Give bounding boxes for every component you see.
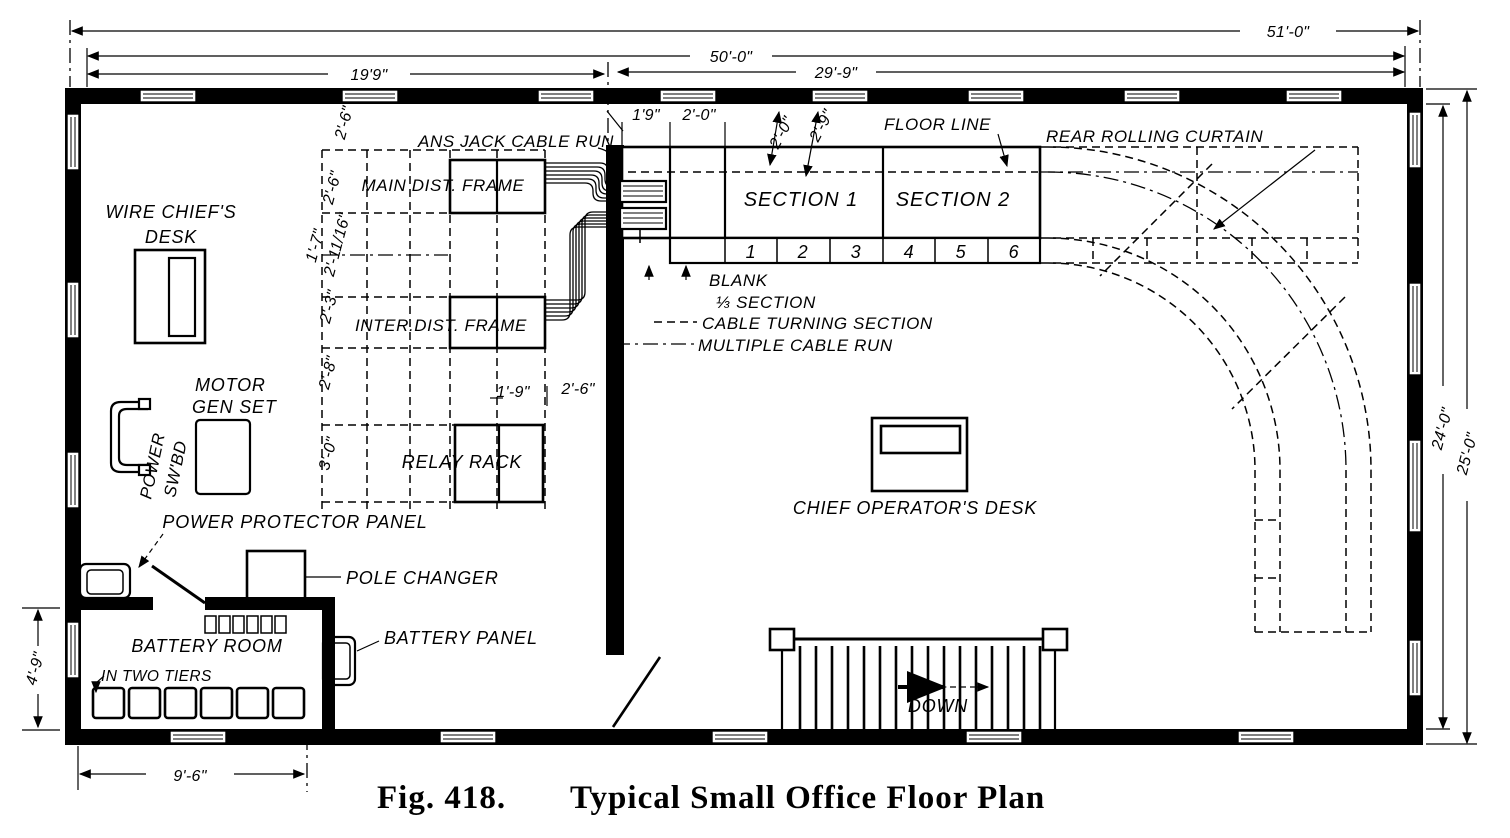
label-rear-rolling-curtain: REAR ROLLING CURTAIN: [1046, 127, 1264, 146]
label-motor-gen-set-1: MOTOR: [195, 375, 266, 395]
label-power-swbd-2: SW'BD: [160, 438, 191, 499]
dim-inner-width: 50'-0": [709, 49, 753, 66]
label-in-two-tiers: IN TWO TIERS: [101, 668, 212, 685]
dim-relay-2: 2'-6": [561, 381, 595, 398]
label-power-protector-panel: POWER PROTECTOR PANEL: [162, 512, 428, 532]
label-motor-gen-set-2: GEN SET: [192, 397, 277, 417]
dim-swbd-end: 1'9": [632, 107, 660, 124]
dim-chain-5: 2'-8": [316, 354, 342, 392]
label-main-dist-frame: MAIN DIST. FRAME: [361, 176, 525, 195]
dim-battery-height: 4'-9": [23, 650, 49, 688]
future-switchboard-sections: [1040, 147, 1371, 632]
dim-chain-2: 1'-7": [303, 227, 329, 265]
caption-fig-number: Fig. 418.: [377, 780, 507, 816]
label-battery-panel: BATTERY PANEL: [384, 628, 538, 648]
dim-swbd-depth-rear: 2'-9": [806, 107, 838, 145]
dim-chain-1: 2'-6": [320, 169, 346, 207]
dim-swbd-section: 2'-0": [682, 107, 716, 124]
label-position-4: 4: [903, 242, 915, 262]
dim-chain-3: 2'-11/16": [321, 211, 355, 279]
label-pole-changer: POLE CHANGER: [346, 568, 499, 588]
label-wire-chiefs-desk-1: WIRE CHIEF'S: [105, 202, 237, 222]
motor-generator-set: [196, 420, 250, 494]
dim-chain-6: 3'-0": [316, 435, 342, 473]
power-protector-panel: [80, 534, 163, 598]
label-chief-operators-desk: CHIEF OPERATOR'S DESK: [792, 498, 1038, 518]
label-down: DOWN: [907, 696, 969, 716]
pole-changer: [247, 551, 341, 600]
dim-right-bay: 29'-9": [814, 65, 858, 82]
label-position-2: 2: [797, 242, 809, 262]
legend-cable-turning-section: CABLE TURNING SECTION: [702, 314, 933, 333]
battery-cells-upper: [205, 616, 286, 633]
dim-relay-1: 1'-9": [496, 384, 530, 401]
dim-overall-width: 51'-0": [1266, 24, 1310, 41]
label-position-3: 3: [850, 242, 862, 262]
label-position-6: 6: [1008, 242, 1020, 262]
dim-chain-0: 2'-6": [332, 104, 358, 142]
label-floor-line: FLOOR LINE: [884, 115, 992, 134]
dim-swbd-depth-front: 2'-0": [766, 114, 798, 152]
legend-blank: BLANK: [709, 271, 768, 290]
label-wire-chiefs-desk-2: DESK: [144, 227, 198, 247]
label-battery-room: BATTERY ROOM: [131, 636, 283, 656]
dim-left-bay: 19'9": [350, 67, 388, 84]
label-section-2: SECTION 2: [895, 189, 1011, 211]
legend-multiple-cable-run: MULTIPLE CABLE RUN: [698, 336, 893, 355]
label-relay-rack: RELAY RACK: [401, 452, 523, 472]
label-inter-dist-frame: INTER.DIST. FRAME: [354, 316, 528, 335]
legend-third-section: ⅓ SECTION: [716, 293, 816, 312]
label-position-5: 5: [955, 242, 967, 262]
label-section-1: SECTION 1: [743, 189, 859, 211]
chief-operators-desk: [872, 418, 967, 491]
label-power-swbd-1: POWER: [136, 430, 169, 501]
battery-cells-lower: [93, 688, 304, 718]
dim-height-overall: 25'-0": [1453, 431, 1482, 477]
wire-chiefs-desk: [135, 250, 205, 343]
label-ans-jack-cable-run: ANS JACK CABLE RUN: [418, 132, 614, 151]
dim-height-inner: 24'-0": [1428, 406, 1457, 452]
caption-title: Typical Small Office Floor Plan: [570, 780, 1046, 816]
dim-chain-4: 2'-3": [317, 288, 343, 326]
label-position-1: 1: [745, 242, 757, 262]
dim-battery-width: 9'-6": [173, 768, 207, 785]
